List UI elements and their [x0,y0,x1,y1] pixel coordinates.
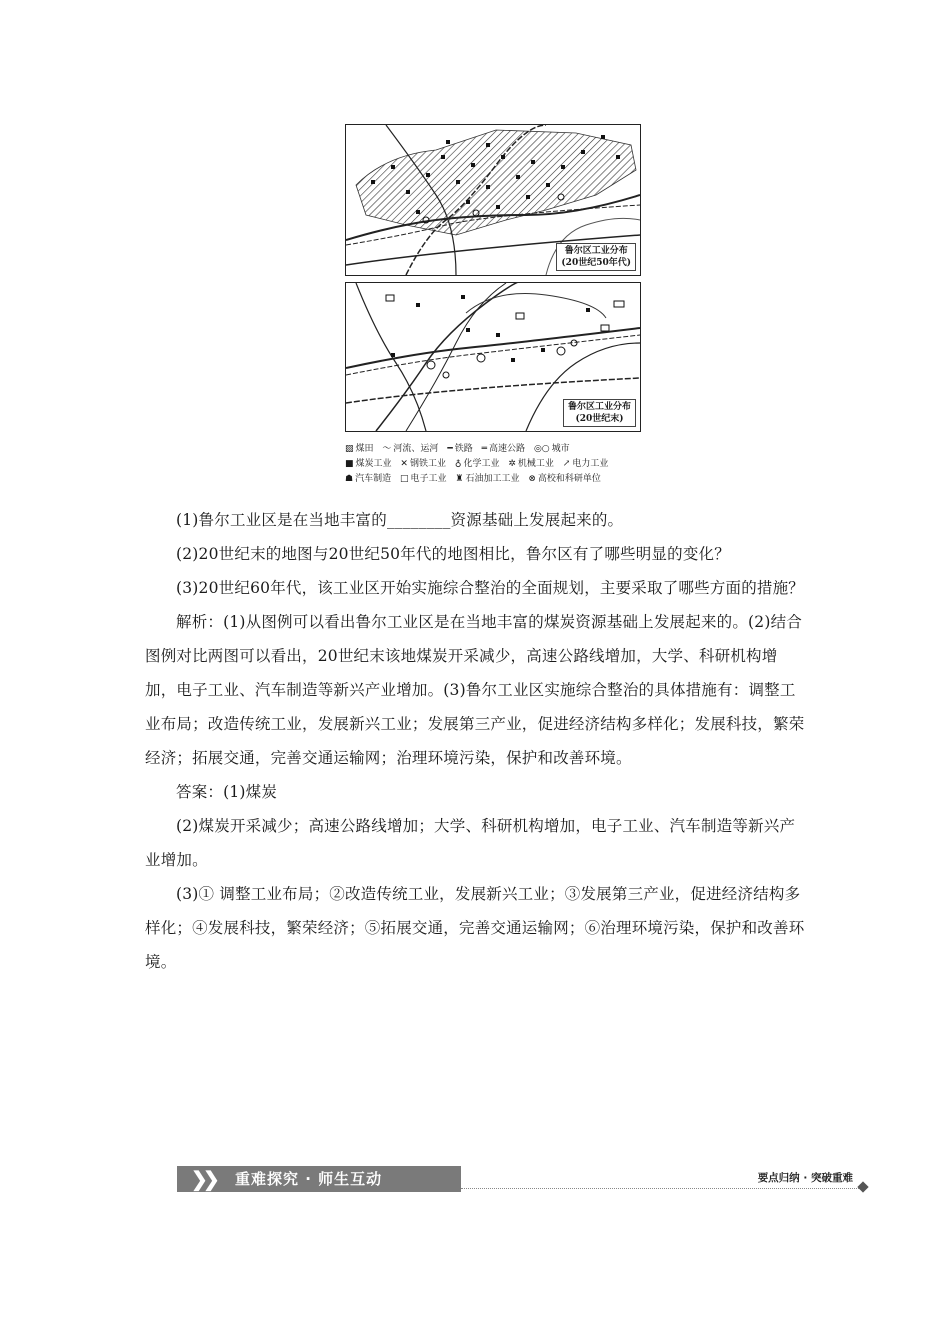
university-research-icon: ⊗ [528,474,536,484]
banner-subtitle: 要点归纳 · 突破重难 [757,1172,853,1184]
legend-item [455,472,519,487]
legend-label: 煤炭工业 [355,459,392,469]
legend-label: 汽车制造 [355,474,392,484]
section-banner [177,1166,867,1192]
legend-label: 钢铁工业 [409,459,446,469]
legend-label: 铁路 [454,444,473,454]
diamond-icon [857,1181,868,1192]
electronics-industry-icon: □ [399,474,409,484]
car-manufacturing-icon: ☗ [345,474,354,484]
banner-divider [461,1188,861,1189]
legend-label: 化学工业 [463,459,500,469]
legend-row [345,457,665,472]
map-late-20th-century [345,282,641,432]
legend-label: 石油加工工业 [465,474,520,484]
legend-row [345,472,665,487]
legend-item [400,457,446,472]
river-icon: 〜 [382,444,392,454]
legend-item [382,442,438,457]
legend-label: 机械工业 [517,459,554,469]
coalfield-hatch-icon: ▨ [345,444,354,454]
coal-industry-icon: ■ [345,459,354,469]
legend-item [345,442,374,457]
map-1950s-caption-period: (20世纪50年代) [561,258,631,268]
legend-item [508,457,554,472]
chemical-industry-icon: ♁ [454,459,462,469]
city-icon: ◎○ [533,444,550,454]
answer-3: (3)① 调整工业布局；②改造传统工业，发展新兴工业；③发展第三产业，促进经济结构多样化；④发展科技，繁荣经济；⑤拓展交通，完善交通运输网；⑥治理环境污染，保护和改善环境。 [145,885,805,971]
legend-label: 城市 [551,444,570,454]
legend-item [528,472,601,487]
legend-label: 电子工业 [410,474,447,484]
map-late-20th-century-caption-period: (20世纪末) [575,414,624,424]
legend-item [447,442,472,457]
map-1950s-caption-title: 鲁尔区工业分布 [564,246,628,256]
chevron-right-icon: ❯ [191,1167,208,1191]
legend-item [455,457,500,472]
steel-industry-icon: ✕ [400,459,408,469]
railway-icon: ━ [447,444,453,454]
legend-item [345,472,391,487]
answer-2: (2)煤炭开采减少；高速公路线增加；大学、科研机构增加，电子工业、汽车制造等新兴产业增加。 [145,817,796,869]
question-3: (3)20世纪60年代，该工业区开始实施综合整治的全面规划，主要采取了哪些方面的措施？ [176,579,805,597]
legend-label: 高校和科研单位 [537,474,601,484]
question-2: (2)20世纪末的地图与20世纪50年代的地图相比，鲁尔区有了哪些明显的变化？ [176,545,730,563]
legend-item [534,442,570,457]
legend-item [482,442,525,457]
power-industry-icon: ↗ [562,459,571,469]
legend-label: 电力工业 [572,459,609,469]
analysis: 解析：(1)从图例可以看出鲁尔工业区是在当地丰富的煤炭资源基础上发展起来的。(2)结合图例对比两图可以看出，20世纪末该地煤炭开采减少，高速公路线增加，大学、科研机构增加，电子工业、汽车制造等新兴产业增加。(3)鲁尔工业区实施综合整治的具体措施有：调整工业布局；改造传统工业，发展新兴工业；发展第三产业，促进经济结构多样化；发展科技，繁荣经济；拓展交通，完善交通运输网；治理环境污染，保护和改善环境。 [145,613,805,767]
legend-item [400,472,447,487]
legend-label: 煤田 [355,444,374,454]
machinery-industry-icon: ✲ [508,459,516,469]
map-1950s-caption [556,243,636,271]
map-1950s [345,124,641,276]
map-legend [345,442,665,487]
oil-refining-icon: ♜ [455,474,464,484]
map-late-20th-century-caption-title: 鲁尔区工业分布 [567,402,631,412]
chevron-right-icon: ❯ [203,1167,220,1191]
answer-1: 答案：(1)煤炭 [176,783,278,801]
legend-item [563,457,609,472]
banner-title-bar [177,1166,461,1192]
question-body [145,503,807,979]
question-1: (1)鲁尔工业区是在当地丰富的________资源基础上发展起来的。 [176,511,624,529]
map-late-20th-century-caption [563,399,636,427]
legend-label: 河流、运河 [393,444,439,454]
legend-row [345,442,665,457]
highway-icon: ═ [481,444,488,454]
legend-item [345,457,392,472]
banner-title: 重难探究 · 师生互动 [235,1170,383,1188]
legend-label: 高速公路 [489,444,526,454]
